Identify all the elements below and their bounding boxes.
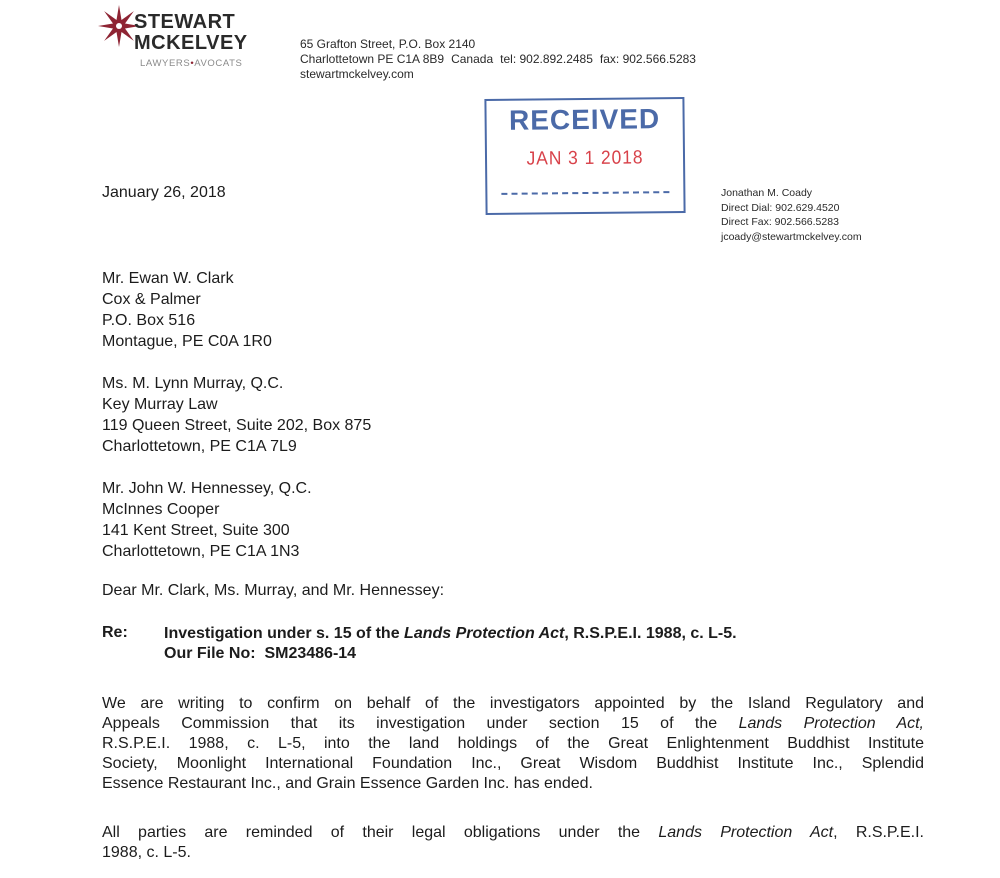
recipient-firm: McInnes Cooper: [102, 501, 220, 518]
firm-address-street: 65 Grafton Street, P.O. Box 2140: [300, 37, 476, 51]
recipient-address-hennessey: [102, 478, 312, 562]
letter-date: January 26, 2018: [102, 184, 226, 201]
sender-contact-block: [721, 186, 862, 244]
logo-line-mckelvey: MCKELVEY: [134, 32, 248, 54]
stamp-date: JAN 3 1 2018: [526, 147, 644, 170]
recipient-address-line2: Charlottetown, PE C1A 1N3: [102, 543, 300, 560]
recipient-address-line2: Charlottetown, PE C1A 7L9: [102, 438, 297, 455]
firm-address-country: Canada: [451, 52, 494, 66]
sender-name: Jonathan M. Coady: [721, 187, 813, 199]
recipient-address-line1: 119 Queen Street, Suite 202, Box 875: [102, 417, 372, 434]
sender-email: jcoady@stewartmckelvey.com: [721, 230, 862, 243]
logo-line-stewart: STEWART: [134, 11, 236, 33]
act-name: Lands Protection Act,: [738, 715, 924, 732]
recipient-address-line1: P.O. Box 516: [102, 312, 196, 329]
subject-lines: [164, 624, 737, 664]
paragraph-line: Society, Moonlight International Foundation Inc., Great Wisdom Buddhist Institute Inc., Splendid: [102, 755, 924, 772]
firm-telephone: tel: 902.892.2485: [500, 52, 593, 66]
salutation: Dear Mr. Clark, Ms. Murray, and Mr. Hennessey:: [102, 582, 445, 599]
recipient-address-murray: [102, 373, 371, 457]
subject-prefix: Investigation under s. 15 of the: [164, 625, 405, 642]
received-stamp: [484, 97, 685, 215]
firm-address-block: [300, 37, 696, 82]
file-number-value: SM23486-14: [264, 645, 357, 662]
subject-suffix: , R.S.P.E.I. 1988, c. L-5.: [564, 625, 737, 642]
sender-direct-fax: Direct Fax: 902.566.5283: [721, 216, 839, 228]
recipient-firm: Cox & Palmer: [102, 291, 201, 308]
paragraph-text: Appeals Commission that its investigation under section 15 of the: [102, 715, 739, 732]
subject-act-name: Lands Protection Act: [404, 625, 565, 642]
file-number-label: Our File No:: [164, 645, 256, 662]
firm-website: stewartmckelvey.com: [300, 67, 414, 81]
recipient-name: Ms. M. Lynn Murray, Q.C.: [102, 375, 284, 392]
logo-tagline: [134, 58, 248, 69]
stamp-title: RECEIVED: [508, 103, 661, 136]
recipient-address-line1: 141 Kent Street, Suite 300: [102, 522, 290, 539]
paragraph-line: Essence Restaurant Inc., and Grain Essence Garden Inc. has ended.: [102, 775, 593, 792]
recipient-address-line2: Montague, PE C0A 1R0: [102, 333, 272, 350]
firm-logo-wordmark: [134, 12, 248, 69]
firm-fax: fax: 902.566.5283: [599, 52, 696, 66]
subject-label: Re:: [102, 624, 128, 641]
act-name: Lands Protection Act: [658, 824, 834, 841]
paragraph-line: [102, 714, 924, 734]
recipient-firm: Key Murray Law: [102, 396, 218, 413]
paragraph-line: R.S.P.E.I. 1988, c. L-5, into the land holdings of the Great Enlightenment Buddhist Institute: [102, 735, 924, 752]
paragraph-text: , R.S.P.E.I.: [833, 824, 924, 841]
sender-direct-dial: Direct Dial: 902.629.4520: [721, 201, 840, 214]
recipient-address-clark: [102, 268, 272, 352]
paragraph-line: 1988, c. L-5.: [102, 844, 191, 861]
subject-line-investigation: [164, 624, 737, 644]
body-paragraph-1: [102, 694, 924, 794]
paragraph-line: [102, 823, 924, 843]
paragraph-line: We are writing to confirm on behalf of the investigators appointed by the Island Regulatory and: [102, 695, 924, 712]
firm-address-city: Charlottetown PE C1A 8B9: [300, 52, 445, 66]
recipient-name: Mr. Ewan W. Clark: [102, 270, 234, 287]
recipient-name: Mr. John W. Hennessey, Q.C.: [102, 480, 312, 497]
tagline-separator: •: [190, 58, 195, 69]
paragraph-text: All parties are reminded of their legal obligations under the: [102, 824, 659, 841]
firm-address-contact-line: [300, 52, 696, 67]
subject-line-file-number: [164, 644, 737, 664]
body-paragraph-2: [102, 823, 924, 863]
tagline-lawyers: LAWYERS: [140, 58, 191, 69]
stamp-dashed-line: [501, 191, 669, 195]
tagline-avocats: AVOCATS: [194, 58, 243, 69]
